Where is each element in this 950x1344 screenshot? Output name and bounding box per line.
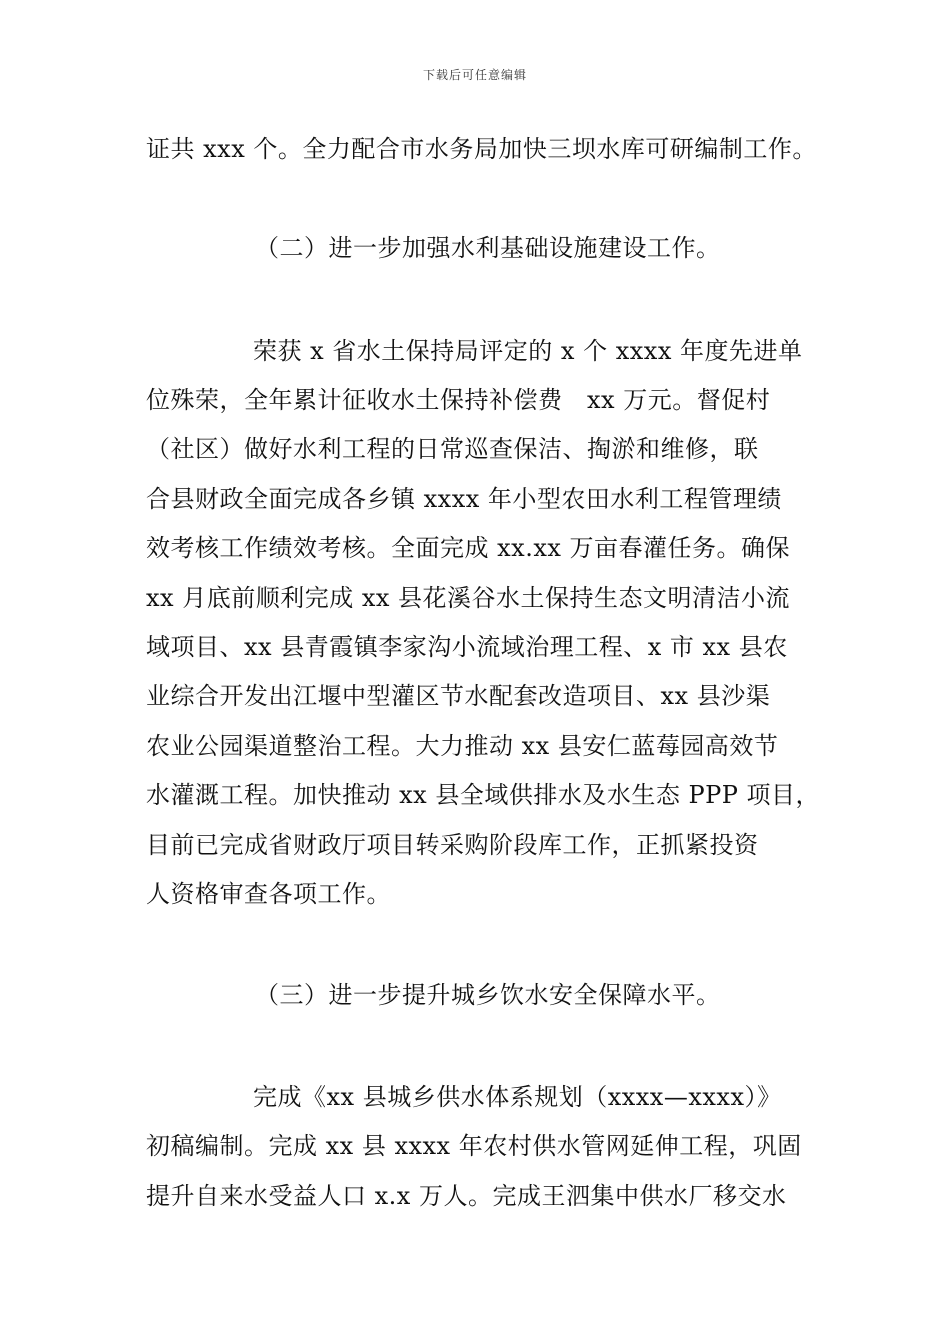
paragraph-line: 初稿编制。完成 xx 县 xxxx 年农村供水管网延伸工程，巩固 <box>146 1132 802 1160</box>
paragraph-line: 合县财政全面完成各乡镇 xxxx 年小型农田水利工程管理绩 <box>146 485 782 513</box>
paragraph-line: 提升自来水受益人口 x.x 万人。完成王泗集中供水厂移交水 <box>146 1182 787 1210</box>
paragraph-line: 效考核工作绩效考核。全面完成 xx.xx 万亩春灌任务。确保 <box>146 534 791 562</box>
paragraph-line: 荣获 x 省水土保持局评定的 x 个 xxxx 年度先进单 <box>253 337 803 365</box>
paragraph-line: 目前已完成省财政厅项目转采购阶段库工作，正抓紧投资 <box>146 831 759 859</box>
section-heading: （二）进一步加强水利基础设施建设工作。 <box>255 234 721 262</box>
paragraph-line: 域项目、xx 县青霞镇李家沟小流域治理工程、x 市 xx 县农 <box>146 633 788 661</box>
paragraph-line: 证共 xxx 个。全力配合市水务局加快三坝水库可研编制工作。 <box>146 135 817 163</box>
paragraph-line: 人资格审查各项工作。 <box>146 880 391 908</box>
paragraph-line: 水灌溉工程。加快推动 xx 县全域供排水及水生态 PPP 项目， <box>146 781 821 809</box>
section-heading: （三）进一步提升城乡饮水安全保障水平。 <box>255 981 721 1009</box>
paragraph-line: （社区）做好水利工程的日常巡查保洁、掏淤和维修，联 <box>146 435 759 463</box>
paragraph-line: 完成《xx 县城乡供水体系规划（xxxx—xxxx）》 <box>253 1083 782 1111</box>
paragraph-line: 农业公园渠道整治工程。大力推动 xx 县安仁蓝莓园高效节 <box>146 732 779 760</box>
paragraph-line: 业综合开发出江堰中型灌区节水配套改造项目、xx 县沙渠 <box>146 682 771 710</box>
paragraph-line: xx 月底前顺利完成 xx 县花溪谷水土保持生态文明清洁小流 <box>146 584 791 612</box>
page-header-note: 下载后可任意编辑 <box>422 68 527 82</box>
paragraph-line: 位殊荣，全年累计征收水土保持补偿费 xx 万元。督促村 <box>146 386 771 414</box>
